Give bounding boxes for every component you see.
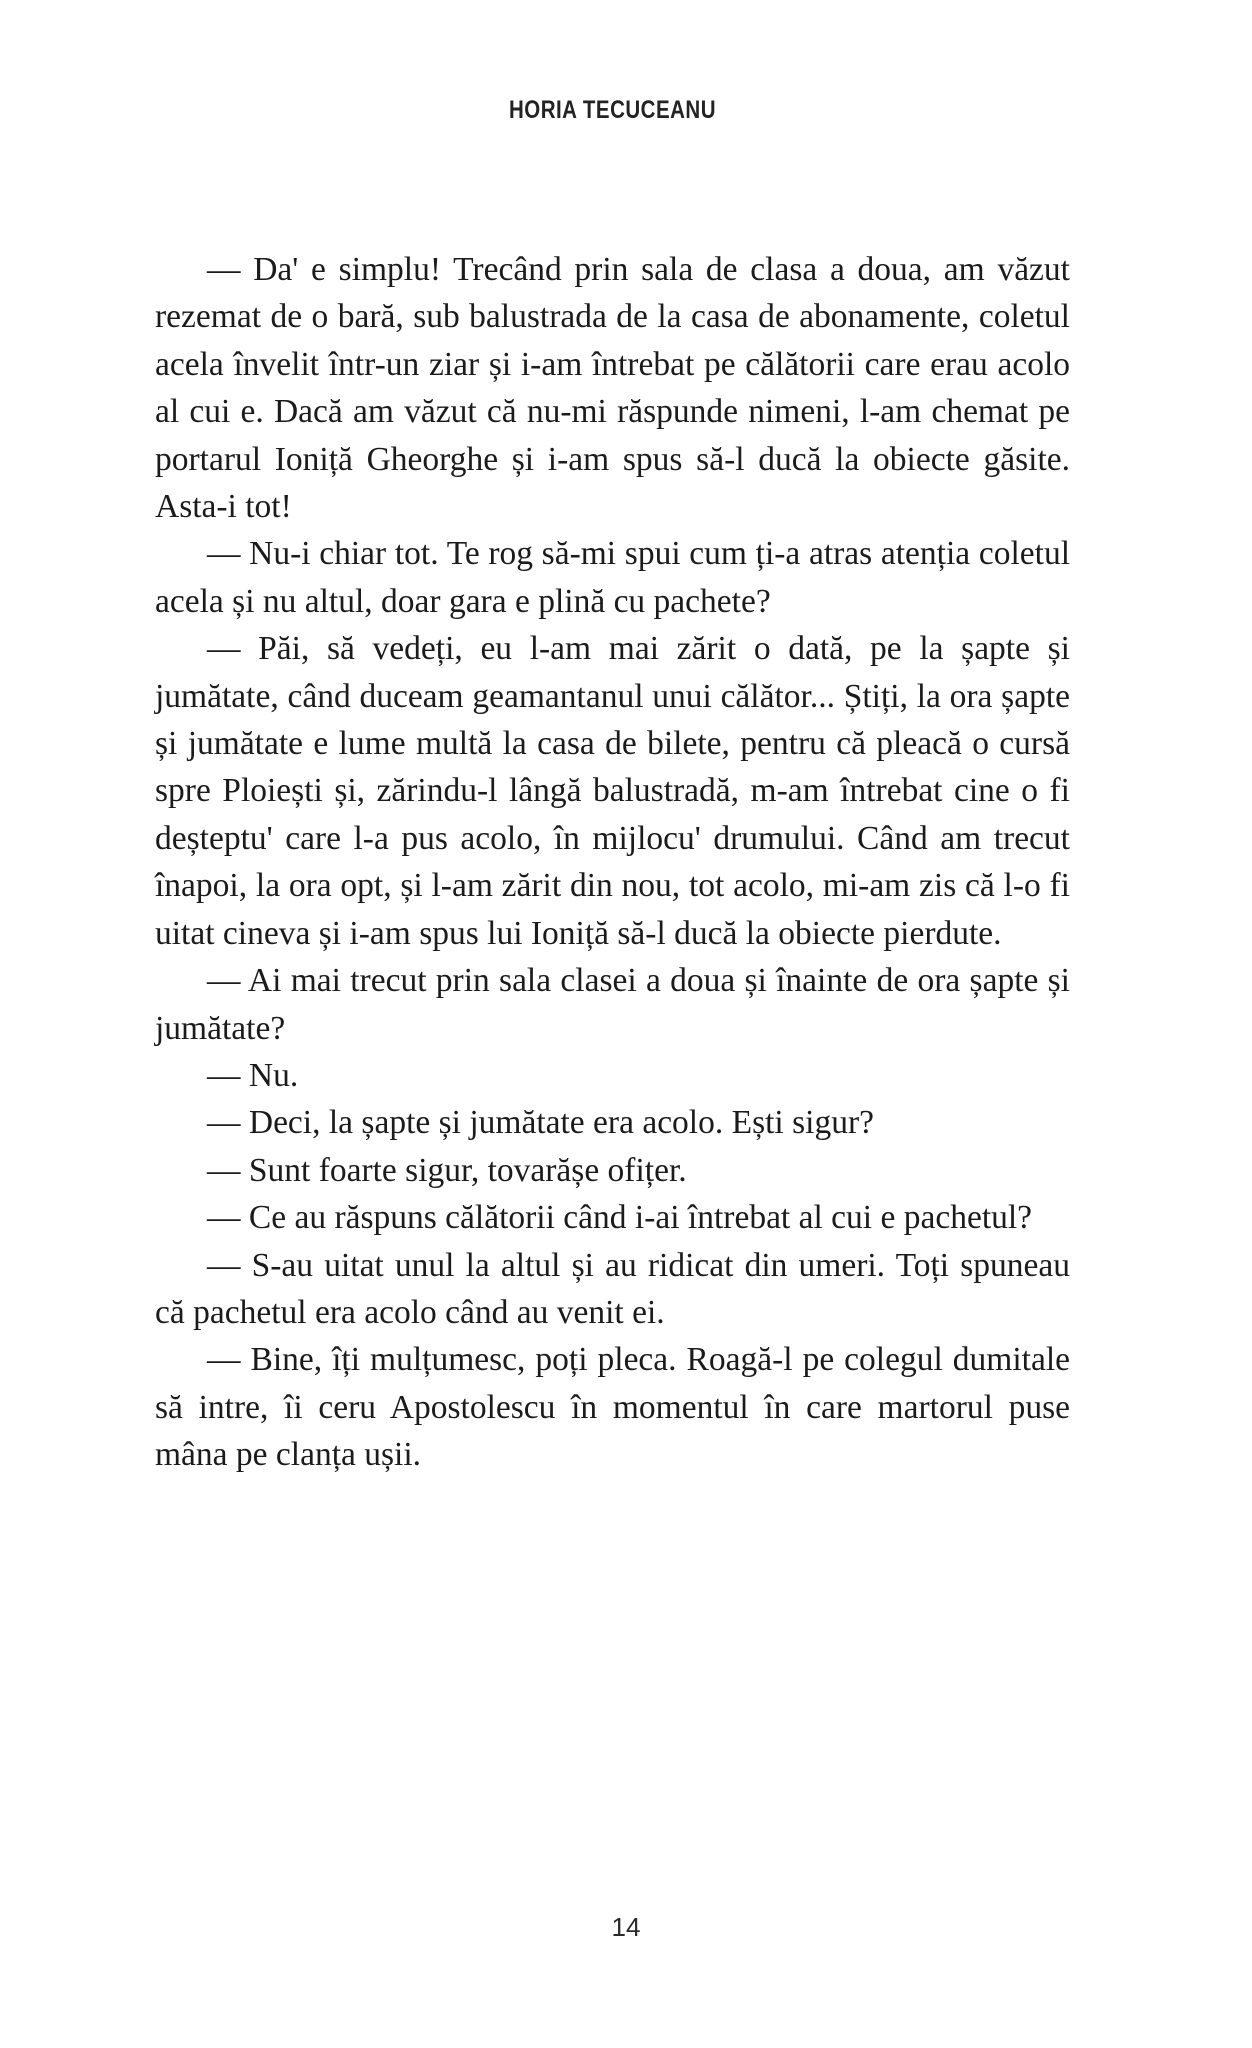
page-number: 14 <box>611 1912 641 1942</box>
body-text-block <box>155 246 1070 1479</box>
paragraph: — Ai mai trecut prin sala clasei a doua și înainte de ora șapte și jumătate? <box>155 962 1070 1047</box>
paragraph: — Ce au răspuns călătorii când i-ai întrebat al cui e pachetul? <box>207 1199 1033 1237</box>
paragraph: — Nu. <box>207 1056 299 1094</box>
paragraph: — Nu-i chiar tot. Te rog să-mi spui cum ți-a atras atenția coletul acela și nu altul, doar gara e plină cu pachete? <box>155 535 1070 620</box>
paragraph: — Sunt foarte sigur, tovarășe ofițer. <box>207 1151 687 1189</box>
paragraph: — Bine, îți mulțumesc, poți pleca. Roagă-l pe colegul dumitale să intre, îi ceru Apostolescu în momentul în care martorul puse mâna pe clanța ușii. <box>155 1341 1070 1474</box>
paragraph: — Da' e simplu! Trecând prin sala de clasa a doua, am văzut rezemat de o bară, sub balustrada de la casa de abonamente, coletul acela învelit într-un ziar și i-am întrebat pe călătorii care erau acolo al cui e. Dacă am văzut că nu-mi răspunde nimeni, l-am chemat pe portarul Ioniță Gheorghe și i-am spus să-l ducă la obiecte găsite. Asta-i tot! <box>155 251 1070 526</box>
running-header-author: HORIA TECUCEANU <box>508 96 717 124</box>
paragraph: — Deci, la șapte și jumătate era acolo. Ești sigur? <box>207 1104 874 1142</box>
paragraph: — S-au uitat unul la altul și au ridicat din umeri. Toți spuneau că pachetul era acolo când au venit ei. <box>155 1246 1070 1331</box>
paragraph: — Păi, să vedeți, eu l-am mai zărit o dată, pe la șapte și jumătate, când duceam geamantanul unui călător... Știți, la ora șapte și jumătate e lume multă la casa de bilete, pentru că pleacă o cursă spre Ploiești și, zărindu-l lângă balustradă, m-am întrebat cine o fi deșteptu' care l-a pus acolo, în mijlocu' drumului. Când am trecut înapoi, la ora opt, și l-am zărit din nou, tot acolo, mi-am zis că l-o fi uitat cineva și i-am spus lui Ioniță să-l ducă la obiecte pierdute. <box>155 630 1070 952</box>
